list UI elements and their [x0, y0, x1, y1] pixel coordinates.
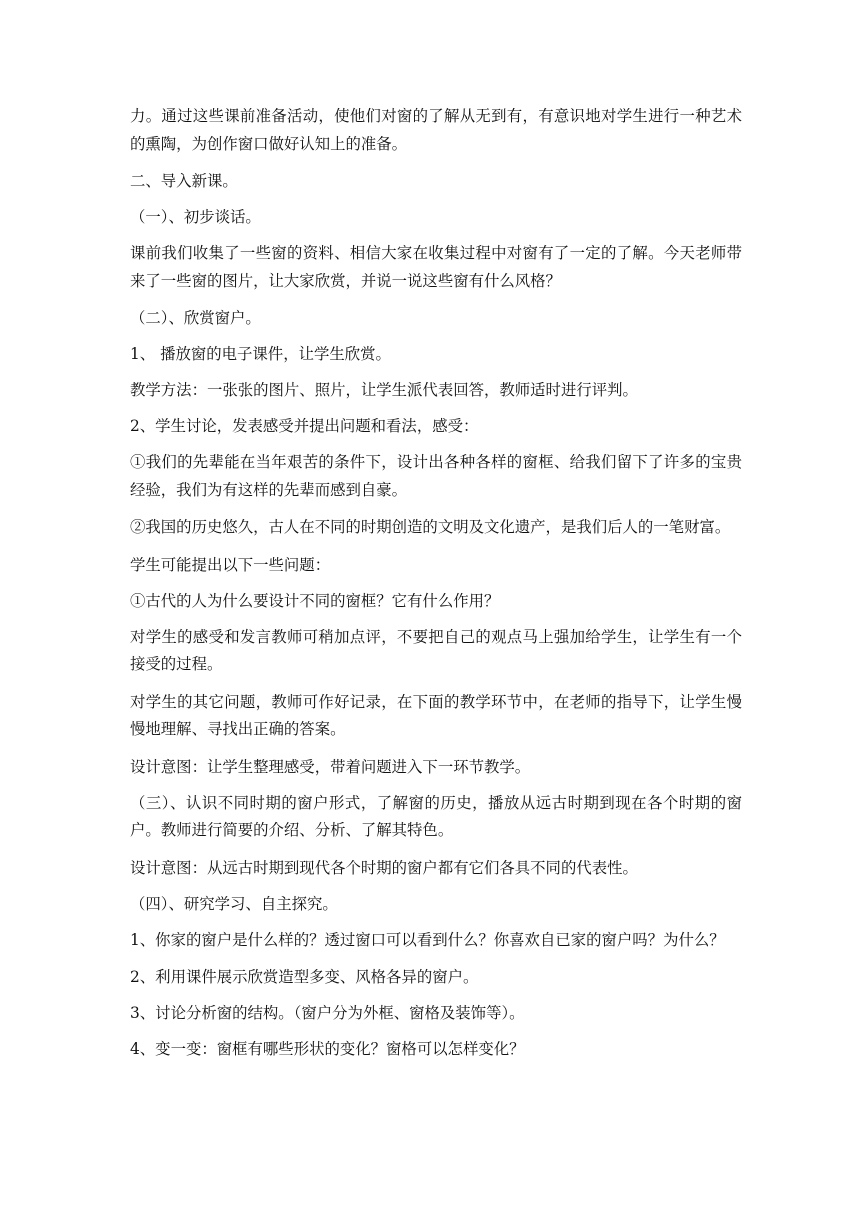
list-item-student-discussion: 2、学生讨论，发表感受并提出问题和看法，感受：: [130, 417, 479, 435]
document-body: [130, 103, 742, 1072]
subheading-window-history: （三）、认识不同时期的窗户形式，了解窗的历史，播放从远古时期到现在各个时期的窗户。教师进行简要的介绍、分析、了解其特色。: [130, 793, 742, 839]
paragraph-ancestors-pride: ①我们的先辈能在当年艰苦的条件下，设计出各种各样的窗框、给我们留下了许多的宝贵经验，我们为有这样的先辈而感到自豪。: [130, 453, 742, 499]
subheading-appreciate-windows: （二）、欣赏窗户。: [130, 309, 261, 327]
list-item-window-structure: 3、讨论分析窗的结构。（窗户分为外框、窗格及装饰等）。: [130, 1004, 525, 1022]
list-item-your-window: 1、你家的窗户是什么样的？透过窗口可以看到什么？你喜欢自已家的窗户吗？为什么？: [130, 930, 725, 949]
paragraph-ancient-window-question: ①古代的人为什么要设计不同的窗框？它有什么作用？: [130, 591, 500, 610]
subheading-initial-talk: （一）、初步谈话。: [130, 208, 261, 226]
paragraph-teaching-method: 教学方法：一张张的图片、照片，让学生派代表回答，教师适时进行评判。: [130, 381, 638, 399]
subheading-research-learning: （四）、研究学习、自主探究。: [130, 894, 338, 913]
list-item-play-courseware: 1、 播放窗的电子课件，让学生欣赏。: [130, 345, 391, 363]
paragraph-collected-materials: 课前我们收集了一些窗的资料、相信大家在收集过程中对窗有了一定的了解。今天老师带来了一些窗的图片，让大家欣赏，并说一说这些窗有什么风格？: [130, 244, 742, 290]
paragraph-record-questions: 对学生的其它问题，教师可作好记录，在下面的教学环节中，在老师的指导下，让学生慢慢地理解、寻找出正确的答案。: [130, 692, 742, 738]
paragraph-intro-continuation: 力。通过这些课前准备活动，使他们对窗的了解从无到有，有意识地对学生进行一种艺术的熏陶，为创作窗口做好认知上的准备。: [130, 107, 742, 153]
heading-import-new-lesson: 二、导入新课。: [130, 172, 238, 190]
paragraph-possible-questions: 学生可能提出以下一些问题：: [130, 555, 331, 574]
list-item-change-frame: 4、变一变：窗框有哪些形状的变化？窗格可以怎样变化？: [130, 1040, 525, 1058]
paragraph-teacher-comment: 对学生的感受和发言教师可稍加点评，不要把自己的观点马上强加给学生，让学生有一个接受的过程。: [130, 627, 742, 673]
paragraph-design-intent-1: 设计意图：让学生整理感受，带着问题进入下一环节教学。: [130, 757, 531, 776]
paragraph-history-wealth: ②我国的历史悠久，古人在不同的时期创造的文明及文化遗产，是我们后人的一笔财富。: [130, 518, 731, 536]
list-item-courseware-display: 2、利用课件展示欣赏造型多变、风格各异的窗户。: [130, 968, 479, 986]
paragraph-design-intent-2: 设计意图：从远古时期到现代各个时期的窗户都有它们各具不同的代表性。: [130, 858, 638, 877]
